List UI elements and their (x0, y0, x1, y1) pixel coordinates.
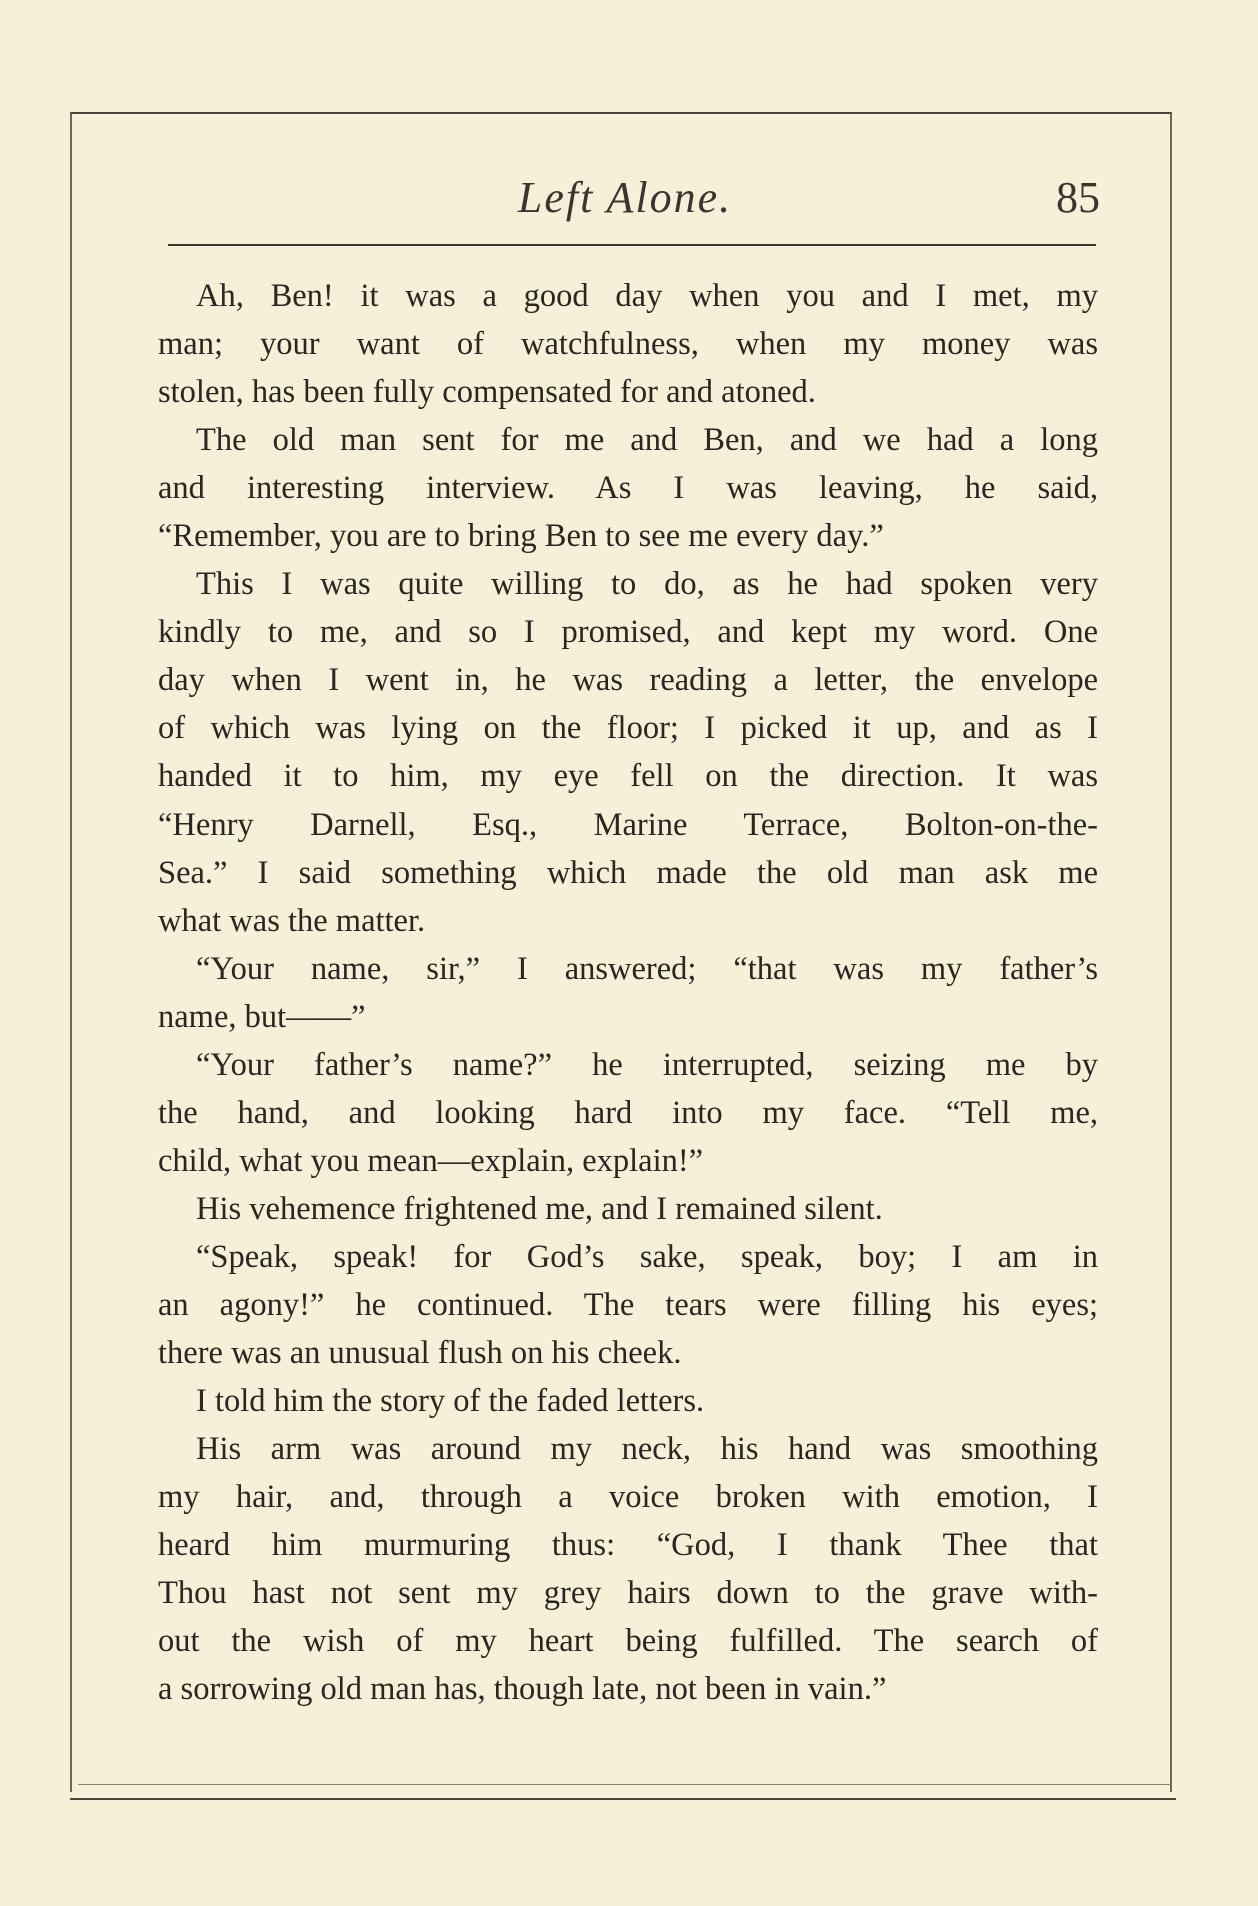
text-line: of which was lying on the floor; I picked it up, and as I (158, 710, 1098, 747)
text-line: I told him the story of the faded letters. (196, 1383, 705, 1420)
running-title: Left Alone. (517, 173, 733, 222)
text-line: Ah, Ben! it was a good day when you and I met, my (196, 278, 1098, 314)
text-line: His arm was around my neck, his hand was smoothing (196, 1431, 1098, 1468)
page-number: 85 (1056, 173, 1100, 222)
text-line: “Speak, speak! for God’s sake, speak, boy; I am in (196, 1238, 1098, 1275)
text-line: “Your father’s name?” he interrupted, seizing me by (196, 1046, 1098, 1083)
text-line: “Remember, you are to bring Ben to see me every day.” (158, 518, 884, 555)
text-line: child, what you mean—explain, explain!” (158, 1142, 704, 1179)
text-line: stolen, has been fully compensated for and atoned. (158, 374, 816, 411)
text-line: my hair, and, through a voice broken with emotion, I (158, 1479, 1098, 1516)
text-line: what was the matter. (158, 902, 426, 939)
text-line: heard him murmuring thus: “God, I thank Thee that (158, 1527, 1098, 1564)
text-line: out the wish of my heart being fulfilled. The search of (158, 1623, 1098, 1660)
text-line: Thou hast not sent my grey hairs down to the grave with- (158, 1575, 1098, 1612)
bottom-rule-inner (78, 1784, 1172, 1785)
text-line: “Henry Darnell, Esq., Marine Terrace, Bolton-on-the- (158, 806, 1098, 843)
text-line: This I was quite willing to do, as he had spoken very (196, 566, 1098, 603)
text-line: an agony!” he continued. The tears were filling his eyes; (158, 1286, 1098, 1323)
text-line: His vehemence frightened me, and I remained silent. (196, 1190, 883, 1227)
text-line: Sea.” I said something which made the old man ask me (158, 854, 1098, 891)
body-text (158, 272, 1098, 1713)
text-line: and interesting interview. As I was leaving, he said, (158, 470, 1098, 507)
text-line: handed it to him, my eye fell on the direction. It was (158, 758, 1098, 795)
text-line: the hand, and looking hard into my face. “Tell me, (158, 1094, 1098, 1131)
running-head (150, 168, 1100, 228)
text-line: there was an unusual flush on his cheek. (158, 1335, 682, 1372)
text-line: man; your want of watchfulness, when my money was (158, 326, 1098, 363)
text-line: The old man sent for me and Ben, and we had a long (196, 422, 1098, 459)
text-line: day when I went in, he was reading a letter, the envelope (158, 662, 1098, 699)
text-line: name, but——” (158, 998, 366, 1035)
header-rule (168, 244, 1096, 246)
text-line: a sorrowing old man has, though late, not been in vain.” (158, 1671, 887, 1708)
text-line: kindly to me, and so I promised, and kept my word. One (158, 614, 1098, 651)
bottom-rule (70, 1798, 1176, 1800)
text-line: “Your name, sir,” I answered; “that was my father’s (196, 950, 1098, 987)
